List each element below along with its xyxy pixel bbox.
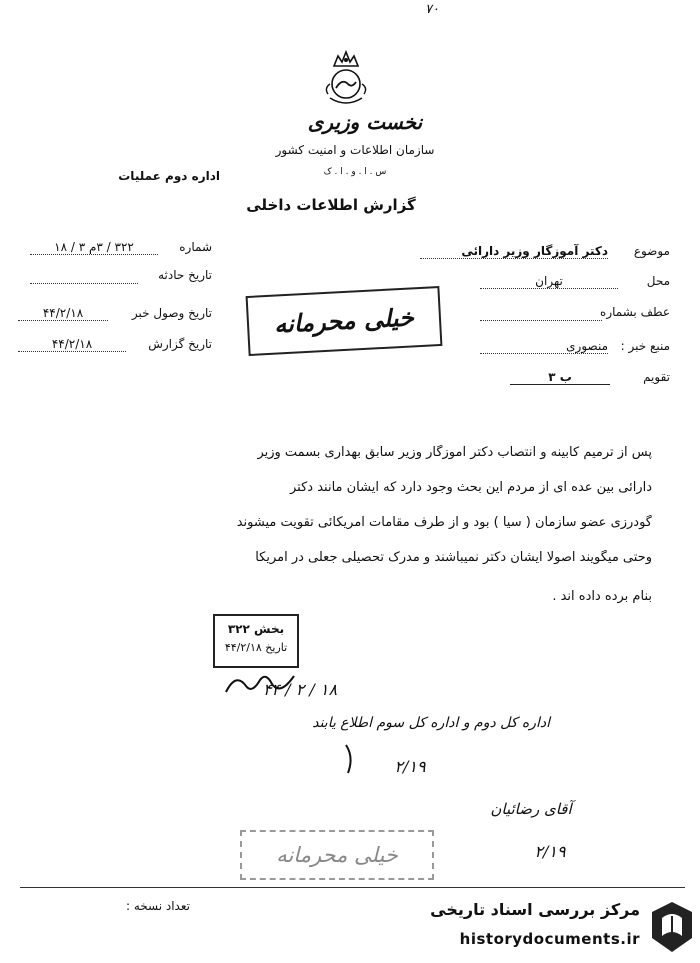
receipt-date-value: ۴۴/۲/۱۸ — [18, 306, 108, 321]
place-value: تهران — [480, 274, 618, 289]
handwritten-name: آقای رضائیان — [490, 800, 572, 818]
reference-value — [480, 305, 602, 321]
bottom-classification-stamp: خیلی محرمانه — [240, 830, 434, 880]
handwritten-date-3: ۲/۱۹ — [534, 842, 566, 861]
org-name-line1: نخست وزیری — [307, 110, 423, 134]
place-label: محل — [646, 274, 670, 288]
department-label: اداره دوم عملیات — [118, 169, 220, 183]
org-name-line3: س . ا . و . ا . ک — [323, 167, 387, 177]
handwritten-date-1: ۱۸ / ۲ / ۴۴ — [262, 680, 338, 699]
body-line-5: بنام برده داده اند . — [552, 589, 652, 604]
watermark-url: historydocuments.ir — [459, 930, 640, 948]
body-line-1: پس از ترمیم کابینه و انتصاب دکتر آموزگار وزیر سابق بهداری بسمت وزیر — [257, 445, 652, 460]
incident-date-value — [30, 268, 138, 284]
handwritten-mark-icon — [340, 743, 362, 777]
rating-label: تقویم — [643, 370, 670, 384]
rating-value: ب ۳ — [510, 370, 610, 385]
classification-stamp: خیلی محرمانه — [246, 286, 443, 356]
copies-label: تعداد نسخه : — [125, 899, 190, 913]
source-value: منصوری — [480, 339, 608, 354]
source-label: منبع خبر : — [620, 339, 670, 353]
body-line-2: دارائی بین عده ای از مردم این بحث وجود دارد که ایشان مانند دکتر — [290, 480, 652, 495]
number-value: ۳۲۲ / ۳م ۳ / ۱۸ — [30, 240, 158, 255]
lion-and-sun-emblem-icon — [318, 48, 374, 110]
incident-date-label: تاریخ حادثه — [158, 268, 212, 282]
body-line-3: گودرزی عضو سازمان ( سیا ) بود و از طرف مقامات آمریکائی تقویت میشوند — [236, 515, 652, 530]
watermark-text: مرکز بررسی اسناد تاریخی — [430, 900, 640, 919]
body-line-4: وحتی میگویند اصولا ایشان دکتر نمیباشند و مدرک تحصیلی جعلی در امریکا — [255, 550, 652, 565]
receipt-date-label: تاریخ وصول خبر — [131, 306, 212, 320]
reference-label: عطف بشماره — [600, 305, 670, 319]
report-date-value: ۴۴/۲/۱۸ — [18, 337, 126, 352]
handwritten-instruction: اداره کل دوم و اداره کل سوم اطلاع یابند — [312, 715, 550, 731]
subject-label: موضوع — [633, 244, 670, 258]
subject-value: دکتر آموزگار وزیر دارائی — [420, 244, 608, 259]
watermark-logo-icon — [648, 898, 696, 956]
report-title: گزارش اطلاعات داخلی — [246, 196, 416, 214]
report-date-label: تاریخ گزارش — [148, 337, 212, 351]
number-label: شماره — [179, 240, 212, 254]
top-corner-mark: ۷۰ — [425, 2, 439, 17]
section-stamp — [213, 614, 299, 668]
footer-divider — [20, 887, 685, 888]
section-stamp-line1: بخش ۳۲۲ — [227, 622, 285, 636]
watermark-area — [420, 890, 700, 963]
section-stamp-line2: تاریخ ۴۴/۲/۱۸ — [224, 641, 288, 654]
org-name-line2: سازمان اطلاعات و امنیت کشور — [275, 143, 435, 157]
handwritten-date-2: ۲/۱۹ — [394, 757, 426, 776]
